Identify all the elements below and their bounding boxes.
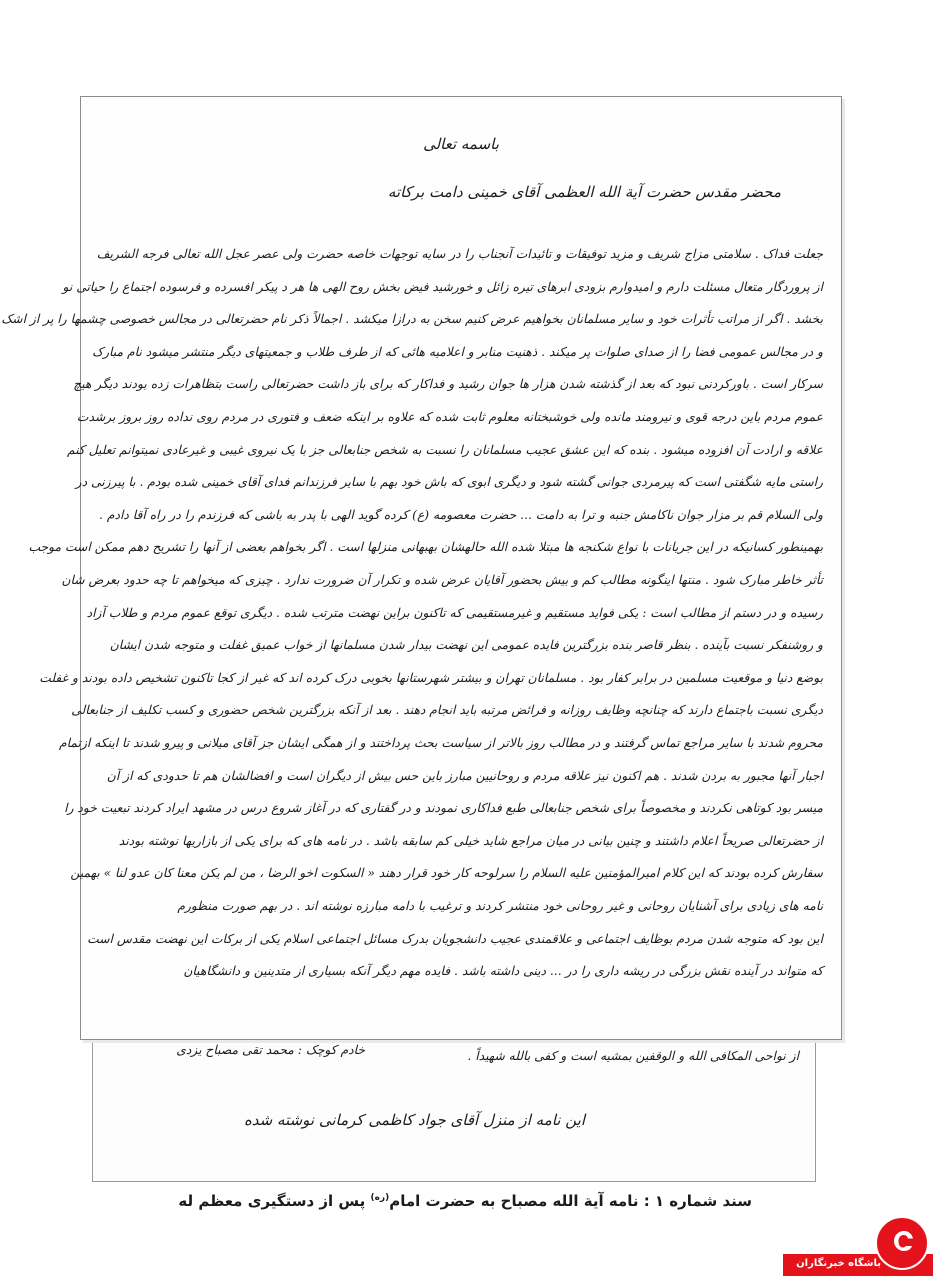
letter-line: محروم شدند با سایر مراجع تماس گرفتند و در مطالب روز بالاتر از سیاست بحث پرداختند و از همگی ایشان جز آقای میلانی و پیرو شدند تا اینکه ازتمام xyxy=(59,736,823,750)
letter-line: سفارش کرده بودند که این کلام امیرالمؤمنین علیه السلام را سرلوحه کار خود قرار دهند « السکوت اخو الرضا ، من لم یکن معنا کان عدو لنا » بهمین xyxy=(70,866,823,881)
letter-line: عموم مردم باین درجه قوی و نیرومند مانده ولی خوشبختانه معلوم ثابت شده که علاوه بر اینکه ضعف و فتوری در مردم روی نداده روز بروز برشدت xyxy=(76,410,823,424)
letter-line: و روشنفکر نسبت بآینده . بنظر قاصر بنده بزرگترین فایده عمومی این نهضت بیدار شدن مسلمانها از خواب عمیق غفلت و متوجه شدن ایشان xyxy=(109,638,823,653)
letter-line: نامه های زیادی برای آشنایان روحانی و غیر روحانی خود منتشر کردند و ترغیب با دامه مبارزه نوشته اند . در بهم صورت منظورم xyxy=(177,899,823,913)
letter-line: بهمینطور کسانیکه در این جریانات با نواع شکنجه ها مبتلا شده الله حالهشان بهبهانی منزلها است . اگر بخواهم بعضی از آنها را تشریح دهم ممکن است موجب xyxy=(28,540,823,555)
letter-line: بخشد . اگر از مراتب تأثرات خود و سایر مسلمانان بخواهیم عرض کنیم سخن به درازا میکشد . اجمالاً ذکر نام حضرتعالی در مجالس خصوصی چشمها را پر از اشک xyxy=(1,312,823,327)
letter-line: میسر بود کوتاهی نکردند و مخصوصاً برای شخص جنابعالی طبع فداکاری نمودند و در گفتاری که در آغاز شروع درس در مشهد ایراد کردند تبعیت خود را xyxy=(64,801,823,816)
letter-line: تأثر خاطر مبارک شود . منتها اینگونه مطالب کم و بیش بحضور آقایان عرض شده و تکرار آن ضرورت ندارد . چیزی که میخواهم تا چه حدود بعرض شان xyxy=(61,573,823,587)
postscript-note: این نامه از منزل آقای جواد کاظمی کرمانی نوشته شده xyxy=(243,1111,585,1129)
watermark-logo xyxy=(783,1214,933,1280)
letter-second-page xyxy=(92,1030,816,1182)
letter-line: راستی مایه شگفتی است که پیرمردی جوانی گشته شود و دیگری ابوی که باش خود بهم با سایر فرزندانم فدای آقای خمینی شده بودم . با پیرزنی در xyxy=(75,475,823,490)
letter-line: از حضرتعالی صریحاً اعلام داشتند و چنین بیانی در میان مراجع شاید خیلی کم سابقه باشد . در نامه های که برای یکی از بازاریها نوشته بودند xyxy=(118,833,823,848)
letter-line: ولی السلام قم بر مزار جوان ناکامش جنبه و ترا به دامت ... حضرت معصومه (ع) کرده گوید الهی با پدر به باشی که فرزندم را در راه آقا دادم . xyxy=(99,507,823,522)
logo-site-name: باشگاه خبرنگاران xyxy=(796,1258,881,1269)
letter-line: سرکار است . باورکردنی نبود که بعد از گذشته شدن هزار ها جوان رشید و فداکار که برای باز داشت حضرتعالی راست بتظاهرات زده بودند دیگر هیچ xyxy=(73,377,823,392)
continuation-line: از نواحی المکافی الله و الوقفین بمشیه است و کفی بالله شهیداً . xyxy=(467,1049,799,1063)
bismillah-heading: باسمه تعالی xyxy=(423,135,499,153)
caption-honorific: (ره) xyxy=(370,1193,390,1203)
signature-line: خادم کوچک : محمد تقی مصباح یزدی xyxy=(176,1043,365,1057)
letter-line: رسیده و در دستم از مطالب است : یکی فواید مستقیم و غیرمستقیمی که تاکنون براین نهضت مترتب شده . دیگری توقع عموم مردم و طلاب آزاد xyxy=(86,605,823,620)
letter-line: بوضع دنیا و موقعیت مسلمین در برابر کفار بود . مسلمانان تهران و بیشتر شهرستانها بخوبی درک کرده اند که غیر از کجا تاکنون تشخیص داده بودند و غفلت xyxy=(39,670,823,685)
letter-line: جعلت فداک . سلامتی مزاج شریف و مزید توفیقات و تائیدات آنجناب را در سایه توجهات خاصه حضرت ولی عصر عجل الله تعالی فرجه الشریف xyxy=(96,247,823,261)
letter-salutation: محضر مقدس حضرت آیة الله العظمی آقای خمینی دامت برکاته xyxy=(387,183,781,201)
letter-line: که متواند در آینده نقش بزرگی در ریشه داری را در ... دینی داشته باشد . فایده مهم دیگر آنکه بسیاری از متدینین و دانشگاهیان xyxy=(183,964,823,979)
letter-line: و در مجالس عمومی فضا را از صدای صلوات پر میکند . ذهنیت منابر و اعلامیه هائی که از طرف طلاب و جمعیتهای دیگر منتشر میشود نام مبارک xyxy=(92,344,823,359)
caption-end-text: پس از دستگیری معظم له xyxy=(178,1192,366,1210)
letter-line: علاقه و ارادت آن افزوده میشود . بنده که این عشق عجیب مسلمانان را نسبت به شخص جنابعالی جز با یک نیروی غیبی و غیرعادی نمیتوانم تعلیل کنم xyxy=(67,442,823,457)
letter-line: دیگری نسبت باجتماع دارند که چنانچه وظایف روزانه و فرائض مرتبه باید انجام دهند . بعد از آنکه بزرگترین شخص حضوری و کسب تکلیف از جنابعالی xyxy=(71,703,823,718)
letter-line: این بود که متوجه شدن مردم بوظایف اجتماعی و علاقمندی عجیب دانشجویان بدرک مسائل اجتماعی اسلام یکی از برکات این نهضت مقدس است xyxy=(87,931,823,946)
caption-main-text: سند شماره ۱ : نامه آیة الله مصباح به حضرت امام xyxy=(389,1192,752,1210)
document-caption xyxy=(180,1192,752,1210)
letter-line: از پروردگار متعال مسئلت دارم و امیدوارم بزودی ابرهای تیره زائل و خورشید فیض بخش روح الهی ها هر د پیکر افسرده و فرسوده اجتماع را حیاتی نو xyxy=(62,279,823,294)
letter-line: اجبار آنها مجبور به بردن شدند . هم اکنون نیز علاقه مردم و روحانیین مبارز باین حس بیش از دیگران است و افضالشان هم تا حدودی که از آن xyxy=(106,768,823,783)
letter-first-page xyxy=(1,96,842,1040)
yjc-logo-icon xyxy=(891,1228,917,1254)
